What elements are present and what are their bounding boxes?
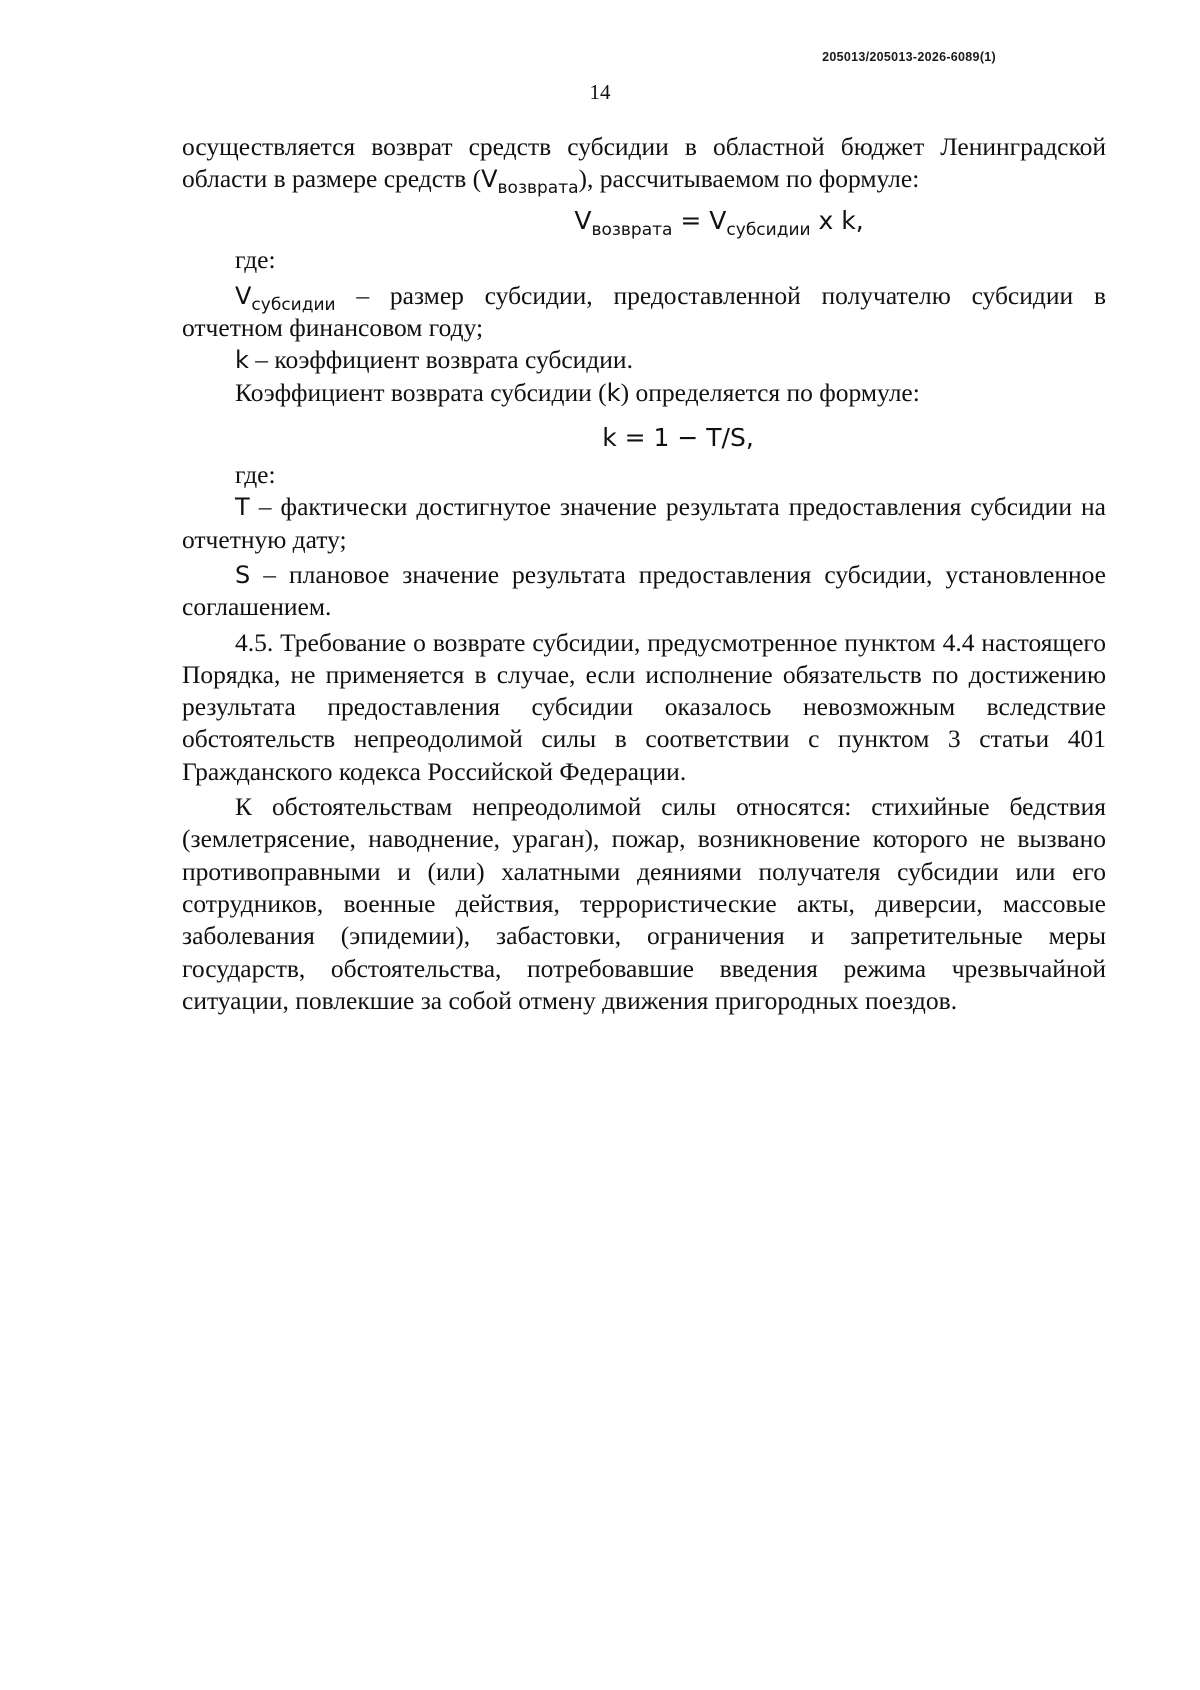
formula-lhs: V (574, 205, 592, 235)
document-id: 205013/205013-2026-6089(1) (822, 50, 996, 64)
variable-v: V (235, 281, 252, 310)
formula-tail: x k, (810, 205, 864, 235)
paragraph-text: осуществляется возврат средств субсидии в областной бюджет Ленинградской области в размере средств ( (182, 132, 1106, 194)
definition-text: – фактически достигнутое значение результата предоставления субсидии на отчетную дату; (182, 492, 1106, 554)
subscript: возврата (497, 178, 579, 199)
document-body (182, 131, 1106, 1017)
variable-t: T (235, 493, 250, 522)
formula-coefficient: k = 1 − T/S, (602, 423, 754, 453)
definition-k (182, 344, 1106, 376)
definition-text: – плановое значение результата предоставления субсидии, установленное соглашением. (182, 559, 1106, 622)
definition-text: – коэффициент возврата субсидии. (248, 345, 633, 375)
where-label: где: (235, 244, 276, 274)
formula-lhs-subscript: возврата (591, 219, 673, 240)
paragraph-return-of-funds (182, 131, 1106, 199)
where-label: где: (235, 460, 276, 490)
page-number: 14 (589, 80, 611, 104)
paragraph-text: ) определяется по формуле: (620, 377, 920, 407)
definition-t (182, 491, 1106, 556)
formula-rhs: V (709, 205, 727, 235)
variable-k: k (606, 378, 621, 407)
paragraph-text: Коэффициент возврата субсидии ( (235, 377, 607, 407)
paragraph-text: ), рассчитываемом по формуле: (578, 164, 920, 194)
formula-return-amount (182, 204, 1106, 238)
definition-text: – размер субсидии, предоставленной получателю субсидии в отчетном финансовом году; (182, 280, 1106, 343)
paragraph-coefficient (182, 377, 1106, 409)
paragraph-4-5: 4.5. Требование о возврате субсидии, предусмотренное пунктом 4.4 настоящего Порядка, не применяется в случае, если исполнение обязательств по достижению результата предоставления субсидии оказалось невозможным вследствие обстоятельств непреодолимой силы в соответствии с пунктом 3 статьи 401 Гражданского кодекса Российской Федерации. (182, 627, 1106, 786)
variable-v: V (481, 165, 498, 194)
formula-equals: = (672, 205, 710, 235)
definition-s (182, 559, 1106, 624)
paragraph-force-majeure: К обстоятельствам непреодолимой силы относятся: стихийные бедствия (землетрясение, наводнение, ураган), пожар, возникновение которого не вызвано противоправными и (или) халатными деяниями получателя субсидии или его сотрудников, военные действия, террористические акты, диверсии, массовые заболевания (эпидемии), забастовки, ограничения и запретительные меры государств, обстоятельства, потребовавшие введения режима чрезвычайной ситуации, повлекшие за собой отмену движения пригородных поездов. (182, 792, 1106, 1015)
definition-v-subsidy (182, 280, 1106, 345)
subscript: субсидии (251, 294, 336, 315)
variable-s: S (235, 560, 251, 589)
formula-rhs-subscript: субсидии (726, 219, 811, 240)
variable-k: k (235, 346, 249, 375)
